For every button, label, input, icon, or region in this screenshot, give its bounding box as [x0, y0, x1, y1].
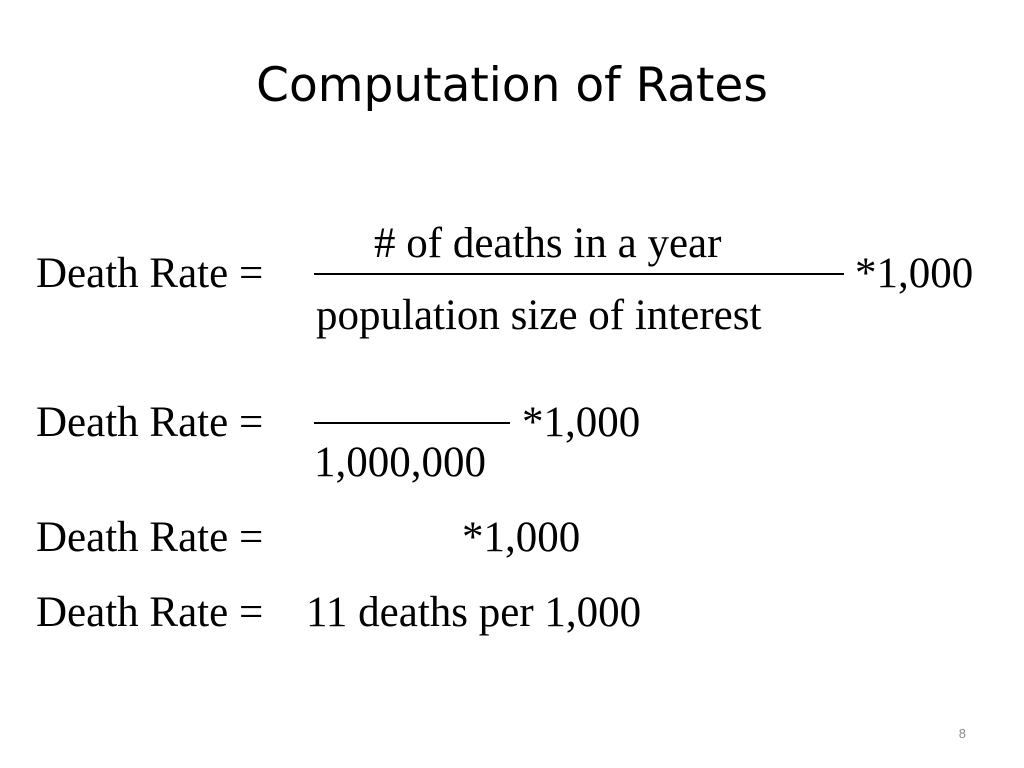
equation-2-multiplier: *1,000: [522, 399, 641, 446]
page-number: 8: [958, 726, 966, 741]
equation-2-denominator: 1,000,000: [314, 439, 486, 486]
equation-2-lhs: Death Rate =: [36, 399, 264, 446]
equation-4-lhs: Death Rate =: [36, 589, 264, 636]
slide-title: Computation of Rates: [256, 58, 768, 113]
equation-1-lhs: Death Rate =: [36, 250, 264, 297]
equation-3-multiplier: *1,000: [462, 514, 581, 561]
equation-2-fraction-bar: [314, 422, 510, 424]
equation-1-fraction-bar: [314, 273, 844, 275]
equation-1-numerator: # of deaths in a year: [374, 220, 722, 267]
equation-4-result: 11 deaths per 1,000: [306, 589, 642, 636]
equation-3-lhs: Death Rate =: [36, 514, 264, 561]
equation-1-multiplier: *1,000: [855, 250, 974, 297]
equation-1-denominator: population size of interest: [316, 292, 762, 339]
